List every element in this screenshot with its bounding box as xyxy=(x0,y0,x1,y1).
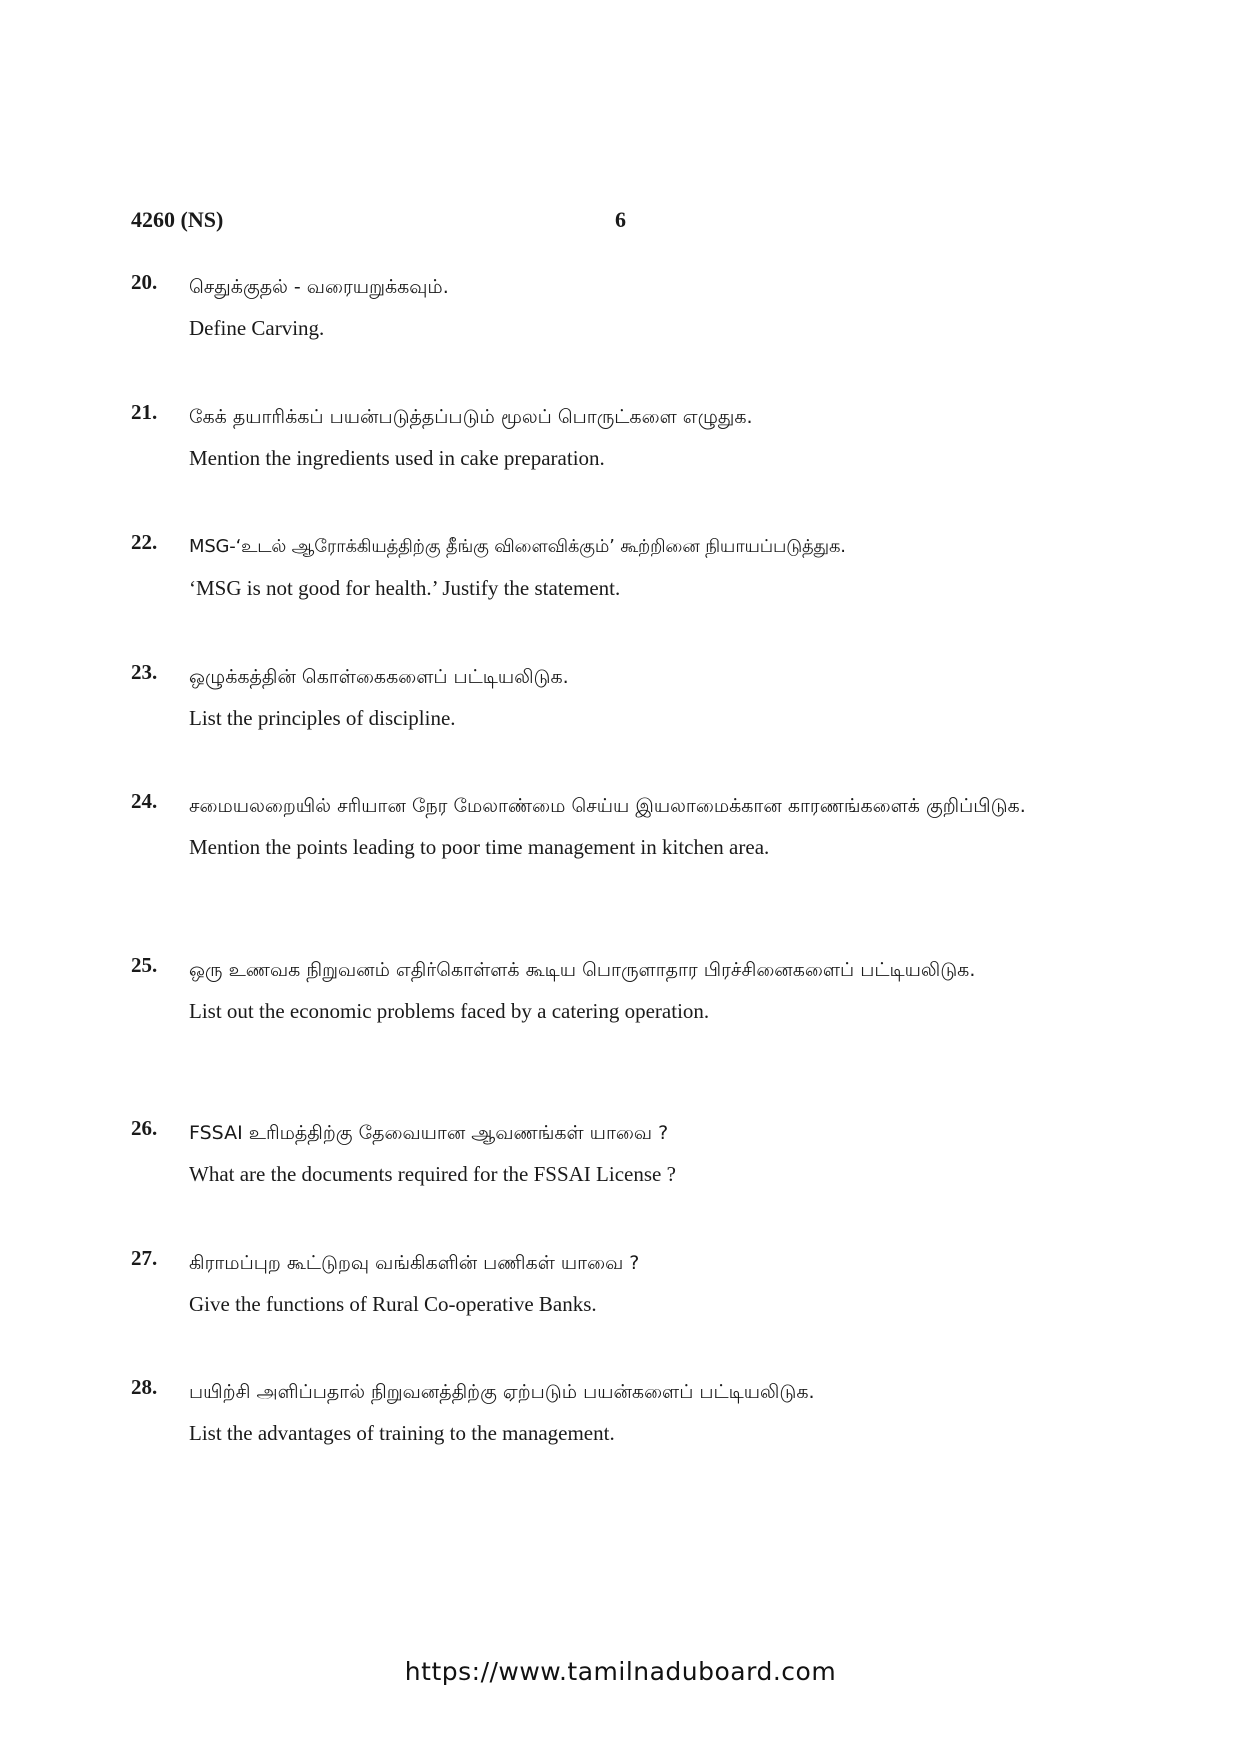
question-number: 25. xyxy=(131,953,158,977)
question-text-english: Define Carving. xyxy=(189,316,325,340)
footer-url: https://www.tamilnaduboard.com xyxy=(404,1657,837,1686)
question-text-english: Mention the points leading to poor time management in kitchen area. xyxy=(189,835,770,859)
page-number: 6 xyxy=(615,207,626,232)
question-text-english: What are the documents required for the FSSAI License ? xyxy=(189,1162,676,1186)
question-body xyxy=(189,1246,1069,1319)
question-text-tamil: FSSAI உரிமத்திற்கு தேவையான ஆவணங்கள் யாவை ? xyxy=(189,1122,669,1144)
question-text-tamil: ஒழுக்கத்தின் கொள்கைகளைப் பட்டியலிடுக. xyxy=(189,666,569,688)
question-body xyxy=(189,953,1069,1026)
question-body xyxy=(189,400,1069,473)
question-text-english: Give the functions of Rural Co-operative Banks. xyxy=(189,1292,597,1316)
question-body xyxy=(189,530,1069,603)
question-text-tamil: MSG-‘உடல் ஆரோக்கியத்திற்கு தீங்கு விளைவிக்கும்’ கூற்றினை நியாயப்படுத்துக. xyxy=(189,536,846,557)
question-body xyxy=(189,270,1069,343)
question-text-tamil: ஒரு உணவக நிறுவனம் எதிர்கொள்ளக் கூடிய பொருளாதார பிரச்சினைகளைப் பட்டியலிடுக. xyxy=(189,959,976,981)
paper-code: 4260 (NS) xyxy=(131,207,224,232)
question-number: 27. xyxy=(131,1246,158,1270)
question-text-english: List the principles of discipline. xyxy=(189,706,456,730)
question-text-english: Mention the ingredients used in cake preparation. xyxy=(189,446,605,470)
question-text-tamil: கேக் தயாரிக்கப் பயன்படுத்தப்படும் மூலப் பொருட்களை எழுதுக. xyxy=(189,406,753,428)
question-text-tamil: சமையலறையில் சரியான நேர மேலாண்மை செய்ய இயலாமைக்கான காரணங்களைக் குறிப்பிடுக. xyxy=(189,795,1026,817)
question-text-tamil: கிராமப்புற கூட்டுறவு வங்கிகளின் பணிகள் யாவை ? xyxy=(189,1252,640,1274)
question-number: 26. xyxy=(131,1116,158,1140)
question-number: 21. xyxy=(131,400,158,424)
question-body xyxy=(189,1375,1069,1448)
question-number: 24. xyxy=(131,789,158,813)
question-text-tamil: செதுக்குதல் - வரையறுக்கவும். xyxy=(189,276,449,298)
question-body xyxy=(189,789,1069,862)
question-number: 23. xyxy=(131,660,158,684)
question-body xyxy=(189,660,1069,733)
question-text-english: ‘MSG is not good for health.’ Justify the statement. xyxy=(189,576,621,600)
question-text-tamil: பயிற்சி அளிப்பதால் நிறுவனத்திற்கு ஏற்படும் பயன்களைப் பட்டியலிடுக. xyxy=(189,1381,815,1403)
question-text-english: List the advantages of training to the management. xyxy=(189,1421,615,1445)
question-number: 22. xyxy=(131,530,158,554)
question-body xyxy=(189,1116,1069,1189)
question-text-english: List out the economic problems faced by a catering operation. xyxy=(189,999,710,1023)
question-number: 20. xyxy=(131,270,158,294)
question-number: 28. xyxy=(131,1375,158,1399)
